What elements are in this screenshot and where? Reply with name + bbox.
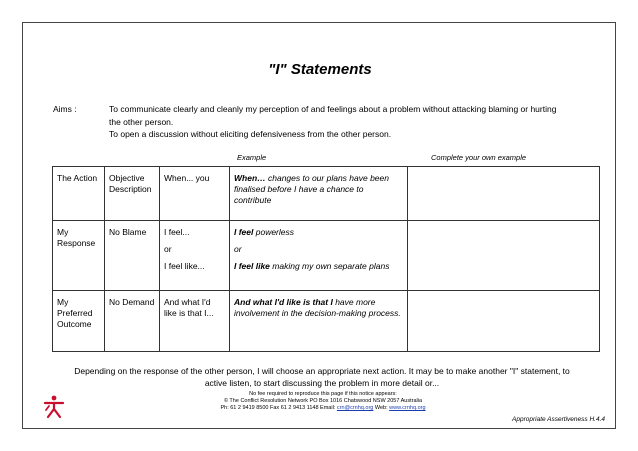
- row-prompt: [160, 221, 230, 291]
- aims-label: Aims :: [53, 104, 77, 114]
- footer-line-1: Depending on the response of the other person, I will choose an appropriate next action. It may be to make another "I" statement, to: [74, 366, 570, 376]
- row-example: [230, 221, 408, 291]
- row-label: The Action: [53, 167, 105, 221]
- example-column-header: Example: [237, 153, 267, 162]
- copyright-notice: [143, 391, 503, 412]
- footer-text: [58, 365, 586, 389]
- table-row: [53, 221, 600, 291]
- page-title: "I" Statements: [268, 61, 372, 78]
- row-example: [230, 291, 408, 352]
- statements-table: [52, 166, 600, 352]
- aims-line-3: To open a discussion without eliciting defensiveness from the other person.: [109, 129, 392, 139]
- example-bold: And what I'd like is that I: [234, 297, 333, 307]
- row-type: No Blame: [105, 221, 160, 291]
- web-link[interactable]: www.crnhq.org: [389, 405, 426, 411]
- aims-line-2: the other person.: [109, 116, 174, 127]
- row-label: My Preferred Outcome: [53, 291, 105, 352]
- example-line: [234, 261, 403, 272]
- document-reference: Appropriate Assertiveness H.4.4: [512, 416, 605, 423]
- example-rest: have more involvement in the decision-making process.: [234, 297, 401, 318]
- prompt-line: I feel...: [164, 227, 190, 237]
- notice-line-3: [143, 405, 503, 412]
- prompt-line: or: [164, 244, 172, 254]
- notice-line-1: No fee required to reproduce this page if this notice appears:: [249, 391, 397, 397]
- example-line: or: [234, 244, 242, 254]
- example-bold: When…: [234, 173, 266, 183]
- email-link[interactable]: crn@crnhq.org: [336, 405, 374, 411]
- prompt-line: I feel like...: [164, 261, 205, 271]
- aims-text: [109, 103, 609, 141]
- web-label: Web:: [373, 405, 390, 411]
- contact-text: Ph: 61 2 9419 8500 Fax 61 2 9413 1148 Email:: [220, 405, 337, 411]
- own-example-cell[interactable]: [408, 221, 600, 291]
- row-type: No Demand: [105, 291, 160, 352]
- row-prompt: And what I'd like is that I...: [160, 291, 230, 352]
- footer-line-2: active listen, to start discussing the problem in more detail or...: [204, 378, 440, 388]
- row-label: My Response: [53, 221, 105, 291]
- own-example-column-header: Complete your own example: [431, 153, 527, 162]
- crn-figure-logo-icon: [43, 395, 65, 419]
- example-rest: making my own separate plans: [269, 261, 390, 271]
- row-prompt: When... you: [160, 167, 230, 221]
- example-line: [234, 227, 403, 238]
- example-rest: changes to our plans have been finalised before I have a chance to contribute: [234, 173, 389, 205]
- row-example: [230, 167, 408, 221]
- table-row: [53, 291, 600, 352]
- row-type: Objective Description: [105, 167, 160, 221]
- own-example-cell[interactable]: [408, 291, 600, 352]
- aims-line-1: To communicate clearly and cleanly my perception of and feelings about a problem without attacking blaming or hurting: [109, 104, 557, 114]
- own-example-cell[interactable]: [408, 167, 600, 221]
- example-bold: I feel: [234, 227, 254, 237]
- page-frame: [22, 22, 616, 429]
- table-row: [53, 167, 600, 221]
- notice-line-2: © The Conflict Resolution Network PO Box 1016 Chatswood NSW 2057 Australia: [223, 398, 423, 404]
- example-rest: powerless: [253, 227, 295, 237]
- example-bold: I feel like: [234, 261, 270, 271]
